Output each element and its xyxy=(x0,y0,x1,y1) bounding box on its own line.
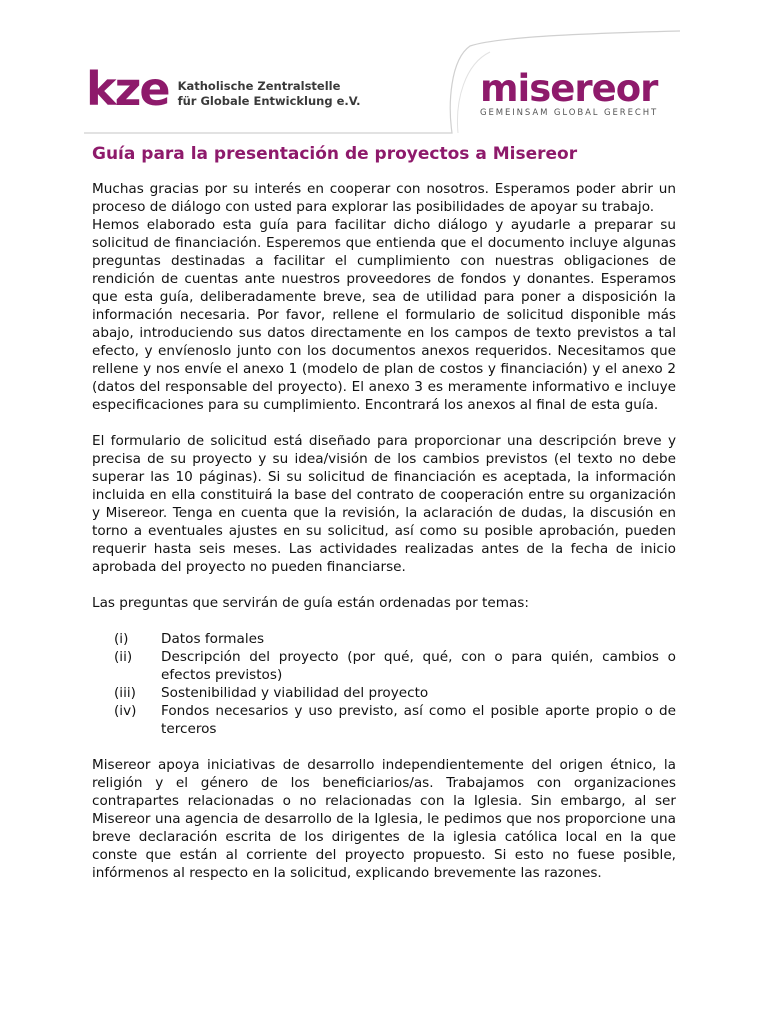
document-body xyxy=(92,180,676,882)
paragraph-church-statement: Misereor apoya iniciativas de desarrollo independientemente del origen étnico, la religión y el género de los beneficiarios/as. Trabajamos con organizaciones contrapartes relacionadas o no relacionadas con la Iglesia. Sin embargo, al ser Misereor una agencia de desarrollo de la Iglesia, le pedimos que nos proporcione una breve declaración escrita de los dirigentes de la iglesia católica local en la que conste que están al corriente del proyecto propuesto. Si esto no fuese posible, infórmenos al respecto en la solicitud, explicando brevemente las razones. xyxy=(92,757,676,881)
paragraph-guide-purpose: Hemos elaborado esta guía para facilitar dicho diálogo y ayudarle a preparar su solicitud de financiación. Esperemos que entienda que el documento incluye algunas preguntas destinadas a facilitar el cumplimiento con nuestras obligaciones de rendición de cuentas ante nuestros proveedores de fondos y donantes. Esperamos que esta guía, deliberadamente breve, sea de utilidad para poner a disposición la información necesaria. Por favor, rellene el formulario de solicitud disponible más abajo, introduciendo sus datos directamente en los campos de texto previstos a tal efecto, y envíenoslo junto con los documentos anexos requeridos. Necesitamos que rellene y nos envíe el anexo 1 (modelo de plan de costos y financiación) y el anexo 2 (datos del responsable del proyecto). El anexo 3 es meramente informativo e incluye especificaciones para su cumplimiento. Encontrará los anexos al final de esta guía. xyxy=(92,217,676,413)
kze-logo xyxy=(86,62,361,116)
misereor-logo-tagline: GEMEINSAM GLOBAL GERECHT xyxy=(480,108,659,118)
misereor-logo-mark: misereor xyxy=(480,67,658,110)
kze-logo-line1: Katholische Zentralstelle xyxy=(177,79,341,93)
kze-logo-line2: für Globale Entwicklung e.V. xyxy=(177,94,361,108)
list-item xyxy=(92,684,676,702)
list-item-number: (iv) xyxy=(114,703,137,719)
list-item-text: Fondos necesarios y uso previsto, así como el posible aporte propio o de terceros xyxy=(161,703,676,737)
list-item xyxy=(92,702,676,738)
list-item-number: (i) xyxy=(114,631,129,647)
paragraph-topics-intro: Las preguntas que servirán de guía están ordenadas por temas: xyxy=(92,595,529,611)
list-item-text: Descripción del proyecto (por qué, qué, con o para quién, cambios o efectos previstos) xyxy=(161,649,676,683)
kze-logo-text xyxy=(178,79,361,109)
kze-logo-mark: kze xyxy=(86,62,169,116)
topics-list xyxy=(92,630,676,738)
list-item-number: (iii) xyxy=(114,685,136,701)
page-title: Guía para la presentación de proyectos a Misereor xyxy=(92,144,578,164)
paragraph-intro: Muchas gracias por su interés en cooperar con nosotros. Esperamos poder abrir un proceso de diálogo con usted para explorar las posibilidades de apoyar su trabajo. xyxy=(92,181,676,215)
list-item-number: (ii) xyxy=(114,649,133,665)
list-item-text: Datos formales xyxy=(161,631,265,647)
paragraph-form-description: El formulario de solicitud está diseñado para proporcionar una descripción breve y precisa de su proyecto y su idea/visión de los cambios previstos (el texto no debe superar las 10 páginas). Si su solicitud de financiación es aceptada, la información incluida en ella constituirá la base del contrato de cooperación entre su organización y Misereor. Tenga en cuenta que la revisión, la aclaración de dudas, la discusión en torno a eventuales ajustes en su solicitud, así como su posible aprobación, pueden requerir hasta seis meses. Las actividades realizadas antes de la fecha de inicio aprobada del proyecto no pueden financiarse. xyxy=(92,433,676,575)
list-item xyxy=(92,648,676,684)
list-item xyxy=(92,630,676,648)
list-item-text: Sostenibilidad y viabilidad del proyecto xyxy=(161,685,429,701)
misereor-logo xyxy=(480,67,662,118)
